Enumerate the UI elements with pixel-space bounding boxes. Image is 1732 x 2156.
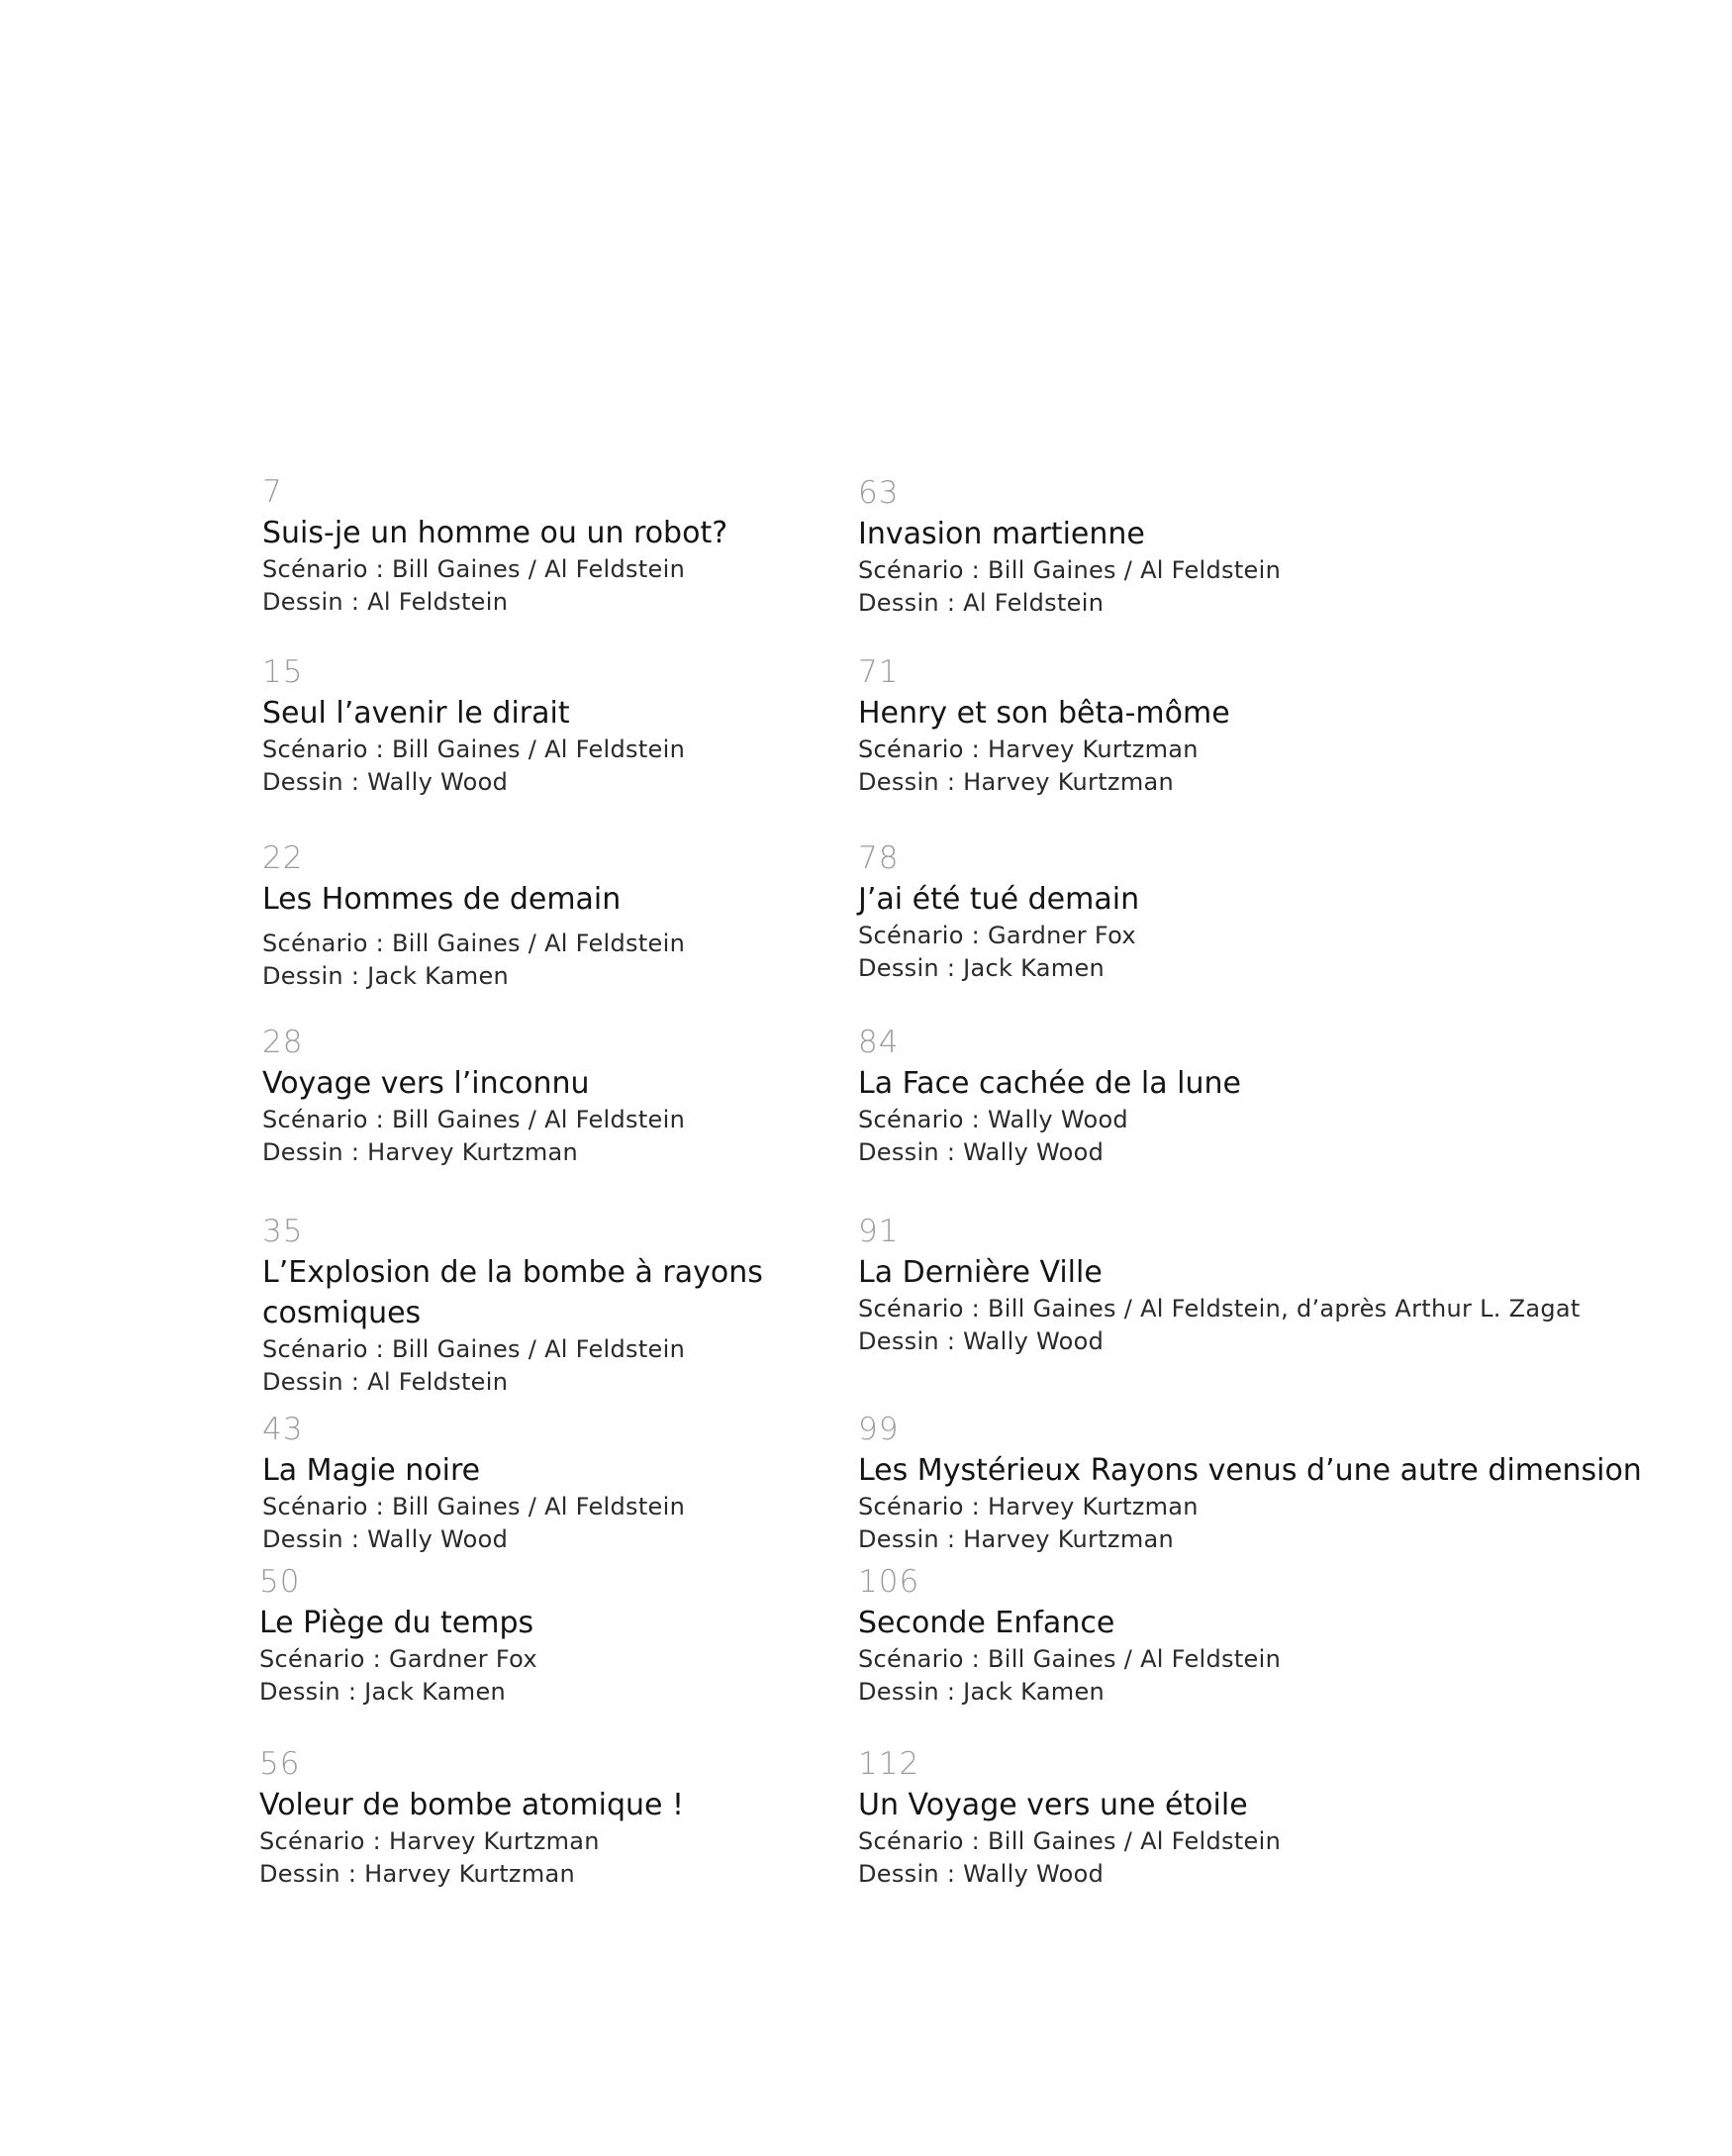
story-title: La Face cachée de la lune — [858, 1066, 1241, 1101]
art-credit: Dessin : Harvey Kurtzman — [858, 1525, 1175, 1553]
toc-entry — [259, 1744, 814, 1891]
scenario-credit: Scénario : Bill Gaines / Al Feldstein — [262, 930, 686, 957]
page-number: 91 — [858, 1214, 900, 1249]
story-title: Henry et son bêta-môme — [858, 696, 1230, 731]
toc-entry — [858, 1212, 1709, 1358]
story-title: La Dernière Ville — [858, 1255, 1103, 1290]
art-credit: Dessin : Wally Wood — [858, 1138, 1105, 1166]
page-number: 99 — [858, 1412, 900, 1447]
scenario-credit: Scénario : Bill Gaines / Al Feldstein, d’après Arthur L. Zagat — [858, 1295, 1581, 1323]
scenario-credit: Scénario : Bill Gaines / Al Feldstein — [262, 1106, 686, 1133]
story-title: Seul l’avenir le dirait — [262, 696, 570, 731]
art-credit: Dessin : Wally Wood — [262, 1525, 509, 1553]
toc-entry — [858, 1023, 1709, 1169]
page-number: 56 — [259, 1746, 301, 1782]
scenario-credit: Scénario : Bill Gaines / Al Feldstein — [858, 556, 1282, 584]
toc-entry — [262, 472, 817, 619]
story-title: Voleur de bombe atomique ! — [259, 1788, 685, 1822]
scenario-credit: Scénario : Harvey Kurtzman — [259, 1827, 600, 1855]
art-credit: Dessin : Al Feldstein — [858, 589, 1105, 617]
toc-entry — [262, 1410, 817, 1556]
scenario-credit: Scénario : Bill Gaines / Al Feldstein — [262, 1493, 686, 1520]
toc-entry — [858, 1562, 1709, 1709]
scenario-credit: Scénario : Gardner Fox — [858, 922, 1136, 949]
scenario-credit: Scénario : Wally Wood — [858, 1106, 1128, 1133]
art-credit: Dessin : Jack Kamen — [858, 954, 1106, 982]
toc-entry — [858, 1410, 1709, 1556]
art-credit: Dessin : Wally Wood — [858, 1327, 1105, 1355]
art-credit: Dessin : Al Feldstein — [262, 1368, 509, 1396]
story-title: Le Piège du temps — [259, 1606, 534, 1640]
toc-entry — [858, 838, 1709, 985]
page-number: 84 — [858, 1025, 900, 1060]
toc-entry — [858, 1744, 1709, 1891]
page-number: 112 — [858, 1746, 920, 1782]
art-credit: Dessin : Harvey Kurtzman — [858, 768, 1175, 796]
art-credit: Dessin : Jack Kamen — [262, 962, 510, 990]
page-number: 63 — [858, 475, 900, 511]
toc-entry — [262, 838, 817, 993]
scenario-credit: Scénario : Harvey Kurtzman — [858, 1493, 1199, 1520]
story-title: Invasion martienne — [858, 517, 1145, 551]
page-number: 28 — [262, 1025, 304, 1060]
art-credit: Dessin : Wally Wood — [858, 1860, 1105, 1888]
scenario-credit: Scénario : Bill Gaines / Al Feldstein — [262, 1335, 686, 1363]
toc-entry — [262, 1023, 817, 1169]
toc-entry — [259, 1562, 814, 1709]
page-number: 7 — [262, 474, 283, 510]
scenario-credit: Scénario : Gardner Fox — [259, 1645, 537, 1673]
story-title: Voyage vers l’inconnu — [262, 1066, 590, 1101]
toc-entry — [858, 473, 1709, 620]
scenario-credit: Scénario : Bill Gaines / Al Feldstein — [262, 735, 686, 763]
page-number: 35 — [262, 1214, 304, 1249]
story-title: Suis-je un homme ou un robot? — [262, 516, 728, 550]
scenario-credit: Scénario : Bill Gaines / Al Feldstein — [858, 1645, 1282, 1673]
art-credit: Dessin : Harvey Kurtzman — [262, 1138, 579, 1166]
art-credit: Dessin : Al Feldstein — [262, 588, 509, 616]
page-number: 43 — [262, 1412, 304, 1447]
art-credit: Dessin : Harvey Kurtzman — [259, 1860, 576, 1888]
scenario-credit: Scénario : Bill Gaines / Al Feldstein — [262, 555, 686, 583]
story-title: La Magie noire — [262, 1453, 481, 1488]
story-title: Les Mystérieux Rayons venus d’une autre dimension — [858, 1453, 1642, 1488]
page-number: 22 — [262, 840, 304, 876]
art-credit: Dessin : Jack Kamen — [858, 1678, 1106, 1706]
scenario-credit: Scénario : Bill Gaines / Al Feldstein — [858, 1827, 1282, 1855]
toc-entry — [262, 652, 817, 799]
toc-entry — [858, 652, 1709, 799]
page-number: 106 — [858, 1564, 920, 1600]
story-title: Les Hommes de demain — [262, 882, 622, 917]
story-title: Seconde Enfance — [858, 1606, 1115, 1640]
art-credit: Dessin : Wally Wood — [262, 768, 509, 796]
scenario-credit: Scénario : Harvey Kurtzman — [858, 735, 1199, 763]
page-number: 78 — [858, 840, 900, 876]
page-number: 71 — [858, 654, 900, 690]
art-credit: Dessin : Jack Kamen — [259, 1678, 507, 1706]
page-number: 15 — [262, 654, 304, 690]
story-title: Un Voyage vers une étoile — [858, 1788, 1248, 1822]
page-number: 50 — [259, 1564, 301, 1600]
toc-entry — [262, 1212, 817, 1399]
story-title: L’Explosion de la bombe à rayons cosmiques — [262, 1255, 763, 1330]
story-title: J’ai été tué demain — [858, 882, 1140, 917]
